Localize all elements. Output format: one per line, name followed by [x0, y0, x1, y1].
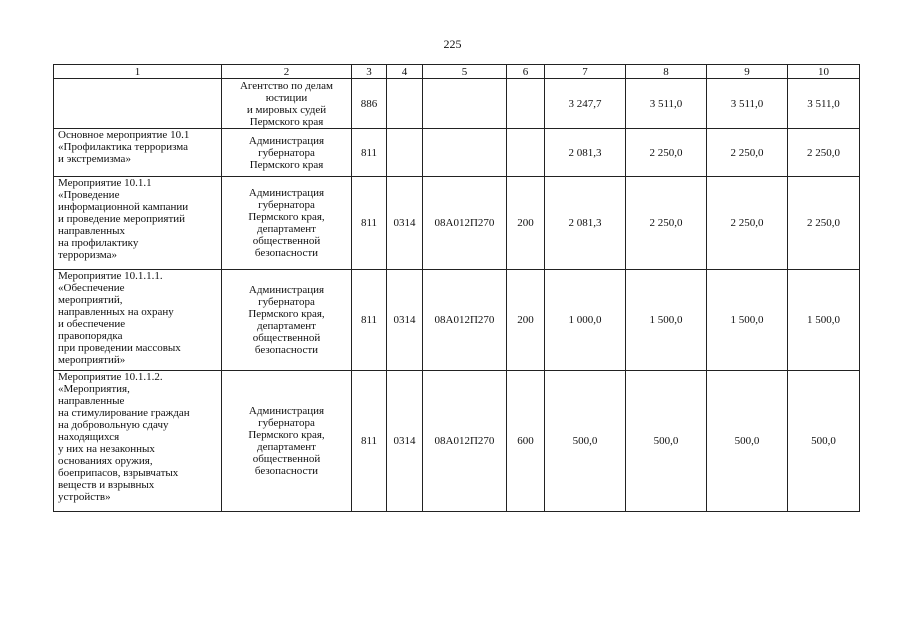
responsible-executor-line: Пермского края,: [248, 429, 325, 441]
amount-cell: 500,0: [545, 371, 626, 512]
activity-name-cell: [54, 79, 222, 129]
activity-name-line: устройств»: [58, 491, 111, 503]
activity-name-line: направленных: [58, 225, 125, 237]
responsible-executor-line: Пермского края: [249, 115, 324, 128]
section-code-cell: [387, 79, 423, 129]
activity-name-line: Основное мероприятие 10.1: [58, 129, 190, 141]
activity-name-line: информационной кампании: [58, 201, 189, 213]
activity-name-line: при проведении массовых: [58, 342, 181, 354]
section-code-cell: 0314: [387, 177, 423, 270]
expense-type-code-cell: [507, 129, 545, 177]
amount-cell: 500,0: [626, 371, 707, 512]
amount-cell: 2 250,0: [788, 177, 860, 270]
expense-type-code-cell: 200: [507, 270, 545, 371]
table-row: [54, 177, 860, 270]
activity-name-line: Мероприятие 10.1.1: [58, 177, 152, 189]
activity-name-cell: [54, 371, 222, 512]
activity-name-line: «Мероприятия,: [58, 383, 130, 395]
amount-cell: 2 250,0: [626, 177, 707, 270]
responsible-executor-line: безопасности: [254, 344, 319, 356]
column-number: 10: [788, 65, 860, 79]
responsible-executor-line: Пермского края: [249, 158, 324, 171]
grbs-code-cell: 811: [352, 371, 387, 512]
column-number: 6: [507, 65, 545, 79]
table-row: [54, 270, 860, 371]
responsible-executor-line: общественной: [252, 332, 321, 344]
grbs-code-cell: 811: [352, 270, 387, 371]
activity-name-cell: [54, 270, 222, 371]
responsible-executor-cell: [222, 177, 352, 270]
amount-cell: 1 500,0: [707, 270, 788, 371]
column-number: 7: [545, 65, 626, 79]
responsible-executor-line: Администрация: [248, 284, 325, 296]
section-code-cell: 0314: [387, 270, 423, 371]
activity-name-line: «Обеспечение: [58, 282, 125, 294]
amount-cell: 3 511,0: [626, 79, 707, 129]
responsible-executor-line: губернатора: [258, 146, 315, 159]
target-item-code-cell: 08А012П270: [423, 270, 507, 371]
activity-name-line: на добровольную сдачу: [58, 419, 169, 431]
target-item-code-cell: [423, 129, 507, 177]
amount-cell: 3 247,7: [545, 79, 626, 129]
responsible-executor-line: юстиции: [265, 91, 308, 104]
activity-name-line: и обеспечение: [58, 318, 126, 330]
responsible-executor-line: Агентство по делам: [239, 79, 334, 92]
amount-cell: 2 081,3: [545, 129, 626, 177]
column-number: 8: [626, 65, 707, 79]
responsible-executor-cell: [222, 79, 352, 129]
budget-table: [53, 64, 860, 512]
expense-type-code-cell: 200: [507, 177, 545, 270]
activity-name-line: боеприпасов, взрывчатых: [58, 467, 179, 479]
column-number: 1: [54, 65, 222, 79]
responsible-executor-line: безопасности: [254, 247, 319, 259]
activity-name-cell: [54, 177, 222, 270]
activity-name-line: находящихся: [58, 431, 120, 443]
column-number: 4: [387, 65, 423, 79]
section-code-cell: 0314: [387, 371, 423, 512]
responsible-executor-line: департамент: [257, 223, 316, 235]
activity-name-line: на профилактику: [58, 237, 139, 249]
responsible-executor-line: департамент: [257, 441, 316, 453]
amount-cell: 2 250,0: [788, 129, 860, 177]
amount-cell: 500,0: [707, 371, 788, 512]
responsible-executor-line: губернатора: [258, 296, 315, 308]
column-number: 5: [423, 65, 507, 79]
activity-name-line: Мероприятие 10.1.1.2.: [58, 371, 163, 383]
amount-cell: 1 500,0: [626, 270, 707, 371]
activity-name-line: веществ и взрывных: [58, 479, 155, 491]
activity-name-cell: [54, 129, 222, 177]
amount-cell: 2 250,0: [707, 129, 788, 177]
responsible-executor-line: губернатора: [258, 199, 315, 211]
activity-name-line: основаниях оружия,: [58, 455, 153, 467]
responsible-executor-cell: [222, 129, 352, 177]
table-body: [54, 65, 860, 512]
activity-name-line: на стимулирование граждан: [58, 407, 190, 419]
responsible-executor-line: Администрация: [248, 187, 325, 199]
amount-cell: 2 081,3: [545, 177, 626, 270]
table-row: [54, 129, 860, 177]
activity-name-line: мероприятий,: [58, 294, 123, 306]
activity-name-line: правопорядка: [58, 330, 123, 342]
responsible-executor-line: Администрация: [248, 405, 325, 417]
target-item-code-cell: [423, 79, 507, 129]
amount-cell: 2 250,0: [626, 129, 707, 177]
responsible-executor-cell: [222, 371, 352, 512]
activity-name-line: у них на незаконных: [58, 443, 155, 455]
grbs-code-cell: 811: [352, 129, 387, 177]
page-number: 225: [443, 37, 462, 51]
activity-name-line: и экстремизма»: [58, 153, 131, 165]
grbs-code-cell: 811: [352, 177, 387, 270]
column-number: 3: [352, 65, 387, 79]
header-row: [54, 65, 860, 79]
responsible-executor-cell: [222, 270, 352, 371]
activity-name-line: «Профилактика терроризма: [58, 141, 189, 153]
amount-cell: 1 000,0: [545, 270, 626, 371]
column-number: 9: [707, 65, 788, 79]
responsible-executor-line: общественной: [252, 235, 321, 247]
target-item-code-cell: 08А012П270: [423, 371, 507, 512]
activity-name-line: и проведение мероприятий: [58, 213, 186, 225]
table-row: [54, 371, 860, 512]
responsible-executor-line: губернатора: [258, 417, 315, 429]
responsible-executor-line: департамент: [257, 320, 316, 332]
column-number: 2: [222, 65, 352, 79]
amount-cell: 2 250,0: [707, 177, 788, 270]
amount-cell: 3 511,0: [788, 79, 860, 129]
activity-name-line: направленные: [58, 395, 125, 407]
responsible-executor-line: Администрация: [248, 134, 325, 147]
table-row: [54, 79, 860, 129]
responsible-executor-line: Пермского края,: [248, 308, 325, 320]
expense-type-code-cell: 600: [507, 371, 545, 512]
activity-name-line: мероприятий»: [58, 354, 126, 366]
responsible-executor-line: и мировых судей: [246, 103, 327, 116]
activity-name-line: «Проведение: [58, 189, 120, 201]
amount-cell: 3 511,0: [707, 79, 788, 129]
responsible-executor-line: Пермского края,: [248, 211, 325, 223]
target-item-code-cell: 08А012П270: [423, 177, 507, 270]
activity-name-line: направленных на охрану: [58, 306, 174, 318]
grbs-code-cell: 886: [352, 79, 387, 129]
responsible-executor-line: общественной: [252, 453, 321, 465]
activity-name-line: терроризма»: [58, 249, 118, 261]
responsible-executor-line: безопасности: [254, 465, 319, 477]
section-code-cell: [387, 129, 423, 177]
expense-type-code-cell: [507, 79, 545, 129]
amount-cell: 500,0: [788, 371, 860, 512]
activity-name-line: Мероприятие 10.1.1.1.: [58, 270, 163, 282]
amount-cell: 1 500,0: [788, 270, 860, 371]
